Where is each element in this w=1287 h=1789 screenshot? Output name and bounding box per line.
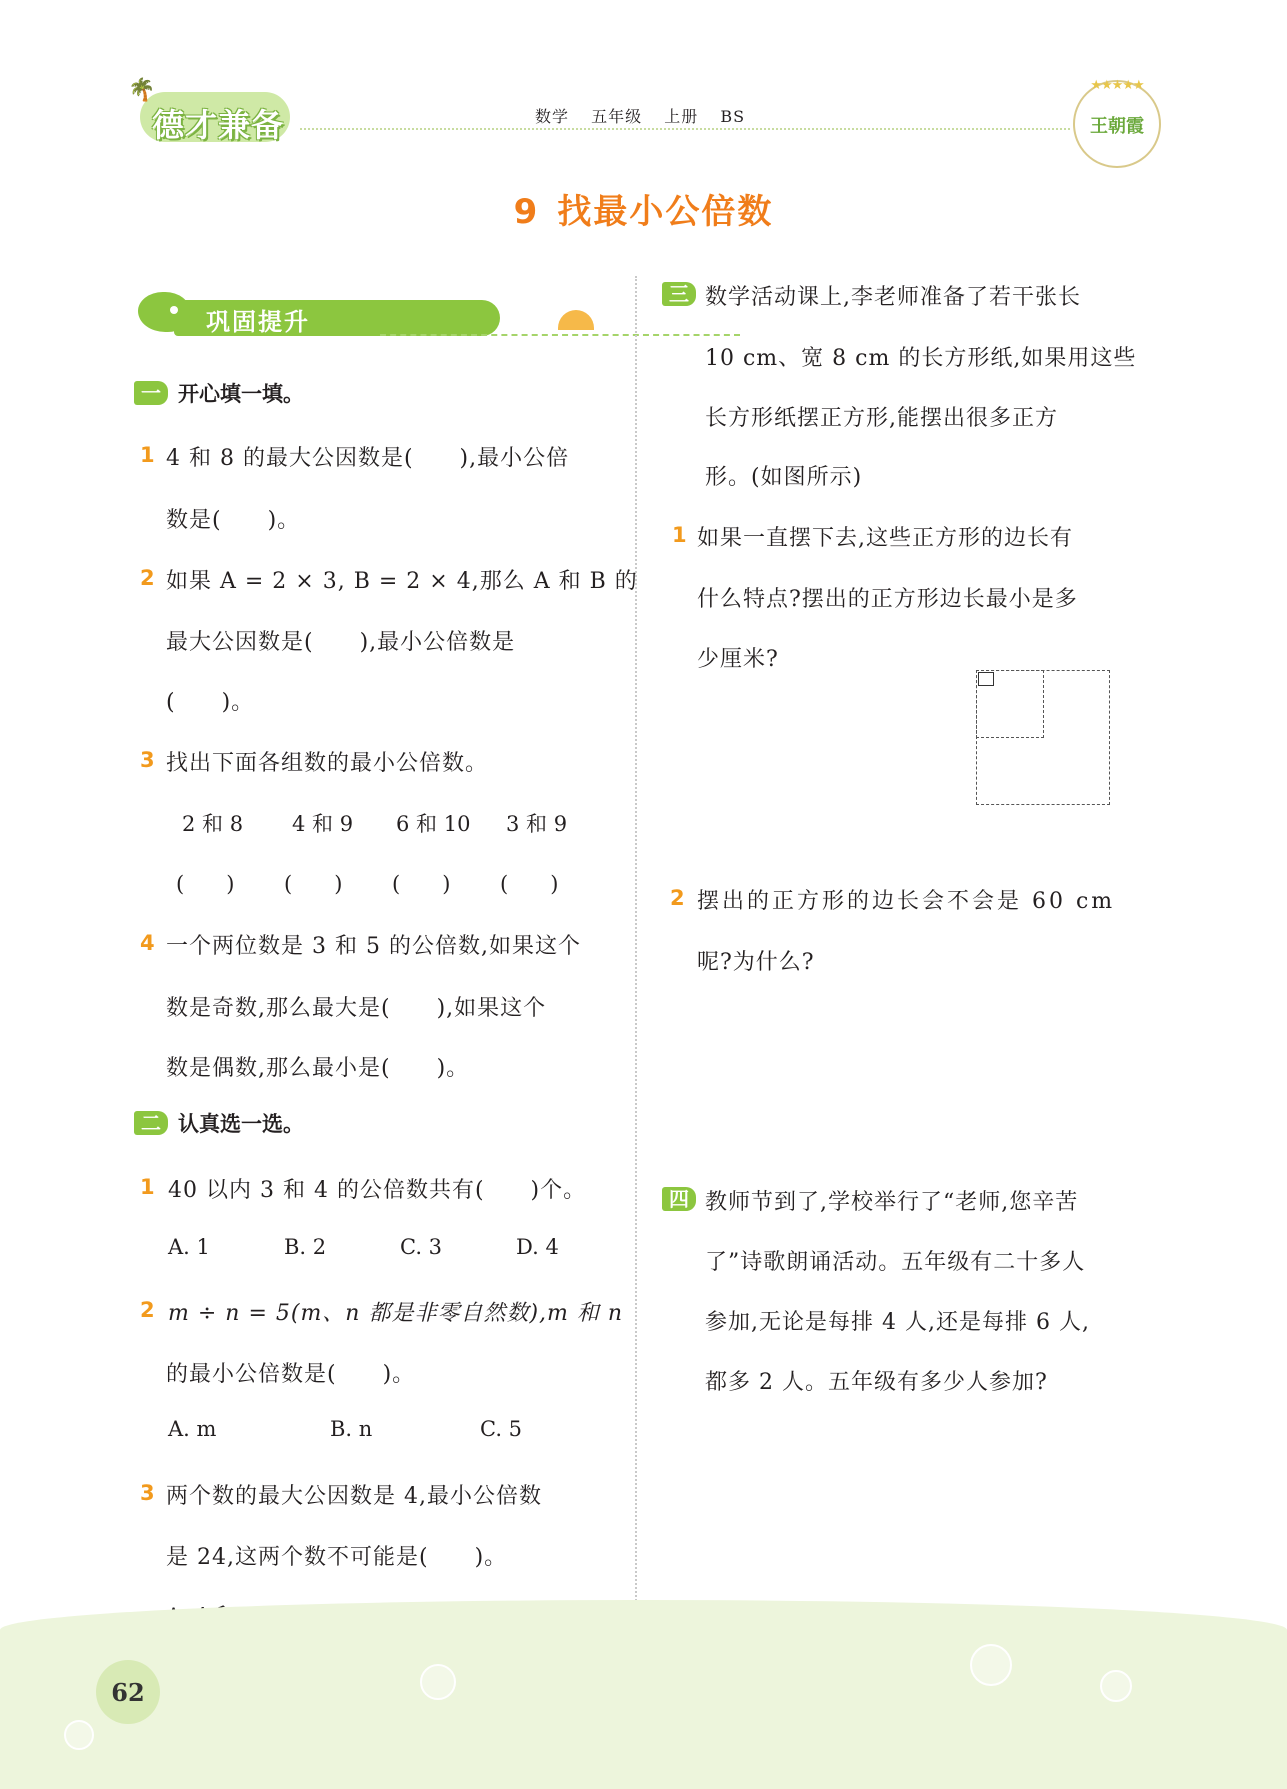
s4-line2: 了”诗歌朗诵活动。五年级有二十多人	[705, 1250, 1086, 1275]
column-divider	[635, 276, 637, 1636]
section-2-title: 认真选一选。	[178, 1112, 304, 1136]
s2-q1-number: 1	[140, 1175, 155, 1199]
page-number: 62	[111, 1678, 145, 1707]
whale-icon	[138, 292, 190, 332]
s2-q2-line1: m ÷ n = 5(m、n 都是非零自然数),m 和 n	[168, 1301, 624, 1326]
s1-q3-line1: 找出下面各组数的最小公倍数。	[166, 751, 489, 776]
whale-eye	[170, 306, 178, 314]
s2-q2-line2: 的最小公倍数是( )。	[166, 1362, 416, 1387]
section-1-title: 开心填一填。	[178, 382, 304, 406]
s1-q2-number: 2	[140, 566, 155, 590]
stars-icon: ★★★★★	[1090, 78, 1144, 93]
bubble-decoration	[970, 1644, 1012, 1686]
s1-q3-number: 3	[140, 748, 155, 772]
banner-label: 巩固提升	[206, 308, 310, 336]
s1-q3-blank[interactable]: ( )	[176, 872, 235, 896]
section-banner	[130, 280, 610, 340]
grade-label: 五年级	[591, 107, 643, 126]
header-divider	[300, 128, 1070, 130]
page-title	[0, 184, 1287, 233]
s2-q2-option[interactable]: A. m	[168, 1417, 217, 1441]
s2-q3-number: 3	[140, 1481, 155, 1505]
s1-q4-line2: 数是奇数,那么最大是( ),如果这个	[166, 996, 547, 1021]
s3-q1-number: 1	[672, 523, 687, 547]
s3-q1-line2: 什么特点?摆出的正方形边长最小是多	[697, 587, 1078, 612]
s1-q3-blank[interactable]: ( )	[284, 872, 343, 896]
s1-q4-number: 4	[140, 931, 155, 955]
brand-logo	[128, 78, 298, 148]
s2-q1-option[interactable]: C. 3	[400, 1235, 443, 1259]
s1-q1-number: 1	[140, 443, 155, 467]
lesson-title: 找最小公倍数	[557, 192, 774, 232]
s2-q2-option[interactable]: C. 5	[480, 1417, 523, 1441]
s2-q2-number: 2	[140, 1298, 155, 1322]
section-1-header	[134, 378, 304, 408]
section-2-header	[134, 1108, 304, 1138]
section-3-badge: 三	[662, 282, 696, 306]
s1-q4-line3: 数是偶数,那么最小是( )。	[166, 1056, 470, 1081]
s3-q1-line3: 少厘米?	[697, 647, 779, 672]
s4-line1: 教师节到了,学校举行了“老师,您辛苦	[705, 1190, 1079, 1215]
s3-intro-line1: 数学活动课上,李老师准备了若干张长	[705, 285, 1081, 310]
lesson-number: 9	[513, 192, 540, 232]
bubble-decoration	[420, 1664, 456, 1700]
bubble-decoration	[64, 1720, 94, 1750]
s1-q1-line2: 数是( )。	[166, 508, 301, 533]
s3-q1-line1: 如果一直摆下去,这些正方形的边长有	[697, 526, 1073, 551]
rectangle-figure-small	[978, 672, 994, 686]
bubble-decoration	[1100, 1670, 1132, 1702]
s1-q4-line1: 一个两位数是 3 和 5 的公倍数,如果这个	[166, 934, 581, 959]
s2-q1-option[interactable]: A. 1	[168, 1235, 210, 1259]
banner-dashed-line	[380, 334, 740, 336]
s4-line4: 都多 2 人。五年级有多少人参加?	[705, 1370, 1048, 1395]
s1-q2-line1: 如果 A = 2 × 3, B = 2 × 4,那么 A 和 B 的	[166, 569, 638, 594]
s1-q3-pair: 6 和 10	[396, 812, 471, 836]
footer-background	[0, 1630, 1287, 1789]
s3-intro-line3: 长方形纸摆正方形,能摆出很多正方	[705, 406, 1058, 431]
s4-line3: 参加,无论是每排 4 人,还是每排 6 人,	[705, 1310, 1090, 1335]
s3-q2-line2: 呢?为什么?	[697, 950, 815, 975]
section-1-badge: 一	[134, 381, 168, 405]
palm-tree-icon: 🌴	[128, 78, 156, 103]
s2-q1-option[interactable]: D. 4	[516, 1235, 559, 1259]
s2-q1-line1: 40 以内 3 和 4 的公倍数共有( )个。	[168, 1178, 587, 1203]
page-number-badge	[96, 1660, 160, 1724]
s2-q3-line1: 两个数的最大公因数是 4,最小公倍数	[166, 1484, 542, 1509]
s1-q3-blank[interactable]: ( )	[392, 872, 451, 896]
s2-q1-option[interactable]: B. 2	[284, 1235, 327, 1259]
s1-q3-pair: 2 和 8	[182, 812, 244, 836]
s3-intro-line2: 10 cm、宽 8 cm 的长方形纸,如果用这些	[705, 346, 1137, 371]
edition-label: BS	[720, 107, 746, 126]
book-info	[535, 104, 761, 127]
volume-label: 上册	[664, 107, 699, 126]
s1-q2-line3: ( )。	[166, 690, 255, 715]
s1-q1-line1: 4 和 8 的最大公因数是( ),最小公倍	[166, 446, 570, 471]
section-4-badge: 四	[662, 1187, 696, 1211]
s3-intro-line4: 形。(如图所示)	[705, 465, 863, 490]
s1-q3-pair: 3 和 9	[506, 812, 568, 836]
s3-q2-number: 2	[670, 886, 685, 910]
s1-q2-line2: 最大公因数是( ),最小公倍数是	[166, 630, 516, 655]
subject-label: 数学	[535, 107, 570, 126]
s2-q3-line2: 是 24,这两个数不可能是( )。	[166, 1545, 508, 1570]
s1-q3-pair: 4 和 9	[292, 812, 354, 836]
footer-wave	[0, 1600, 1287, 1660]
section-2-badge: 二	[134, 1111, 168, 1135]
logo-text: 德才兼备	[152, 106, 285, 144]
s3-q2-line1: 摆出的正方形的边长会不会是 60 cm	[697, 889, 1116, 914]
publisher-seal	[1073, 80, 1161, 168]
sunset-icon	[558, 310, 594, 330]
s1-q3-blank[interactable]: ( )	[500, 872, 559, 896]
s2-q2-option[interactable]: B. n	[330, 1417, 373, 1441]
seal-name: 王朝霞	[1090, 116, 1144, 137]
